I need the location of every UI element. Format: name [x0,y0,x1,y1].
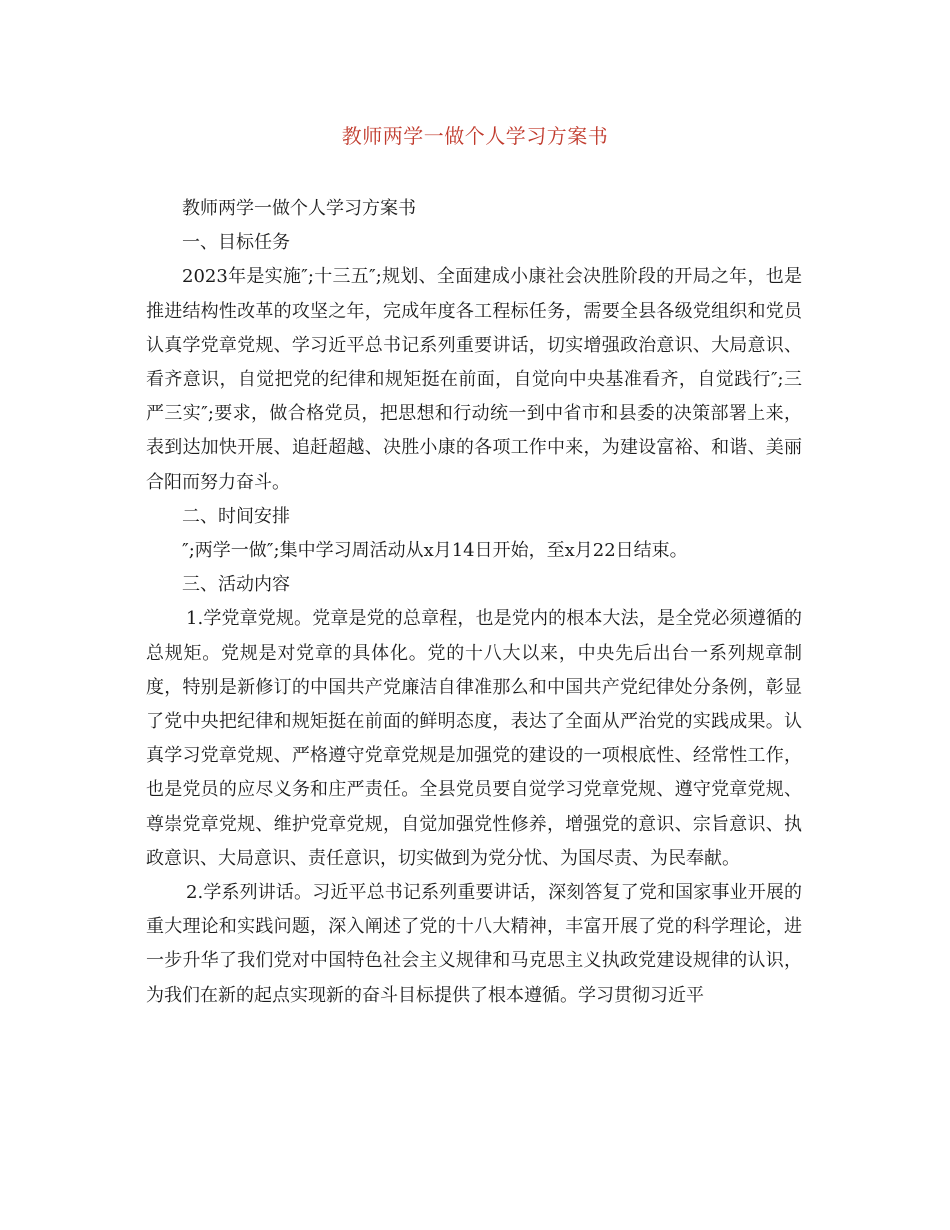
section-heading-activities: 三、活动内容 [182,574,290,596]
paragraph-activity-2: 2.学系列讲话。习近平总书记系列重要讲话，深刻答复了党和国家事业开展的重大理论和实践问题，深入阐述了党的十八大精神，丰富开展了党的科学理论，进一步升华了我们党对中国特色社会主义规律和马克思主义执政党建设规律的认识，为我们在新的起点实现新的奋斗目标提供了根本遵循。学习贯彻习近平 [146,882,802,1006]
paragraph-schedule: ″;两学一做″;集中学习周活动从x月14日开始，至x月22日结束。 [182,540,688,562]
document-body [146,192,802,1013]
paragraph-activity-1: 1.学党章党规。党章是党的总章程，也是党内的根本大法，是全党必须遵循的总规矩。党规是对党章的具体化。党的十八大以来，中央先后出台一系列规章制度，特别是新修订的中国共产党廉洁自律准那么和中国共产党纪律处分条例，彰显了党中央把纪律和规矩挺在前面的鲜明态度，表达了全面从严治党的实践成果。认真学习党章党规、严格遵守党章党规是加强党的建设的一项根底性、经常性工作，也是党员的应尽义务和庄严责任。全县党员要自觉学习党章党规、遵守党章党规、尊崇党章党规、维护党章党规，自觉加强党性修养，增强党的意识、宗旨意识、执政意识、大局意识、责任意识，切实做到为党分忧、为国尽责、为民奉献。 [146,608,802,869]
section-heading-schedule: 二、时间安排 [182,505,290,527]
paragraph-goals: 2023年是实施″;十三五″;规划、全面建成小康社会决胜阶段的开局之年，也是推进结构性改革的攻坚之年，完成年度各工程标任务，需要全县各级党组织和党员认真学党章党规、学习近平总书记系列重要讲话，切实增强政治意识、大局意识、看齐意识，自觉把党的纪律和规矩挺在前面，自觉向中央基准看齐，自觉践行″;三严三实″;要求，做合格党员，把思想和行动统一到中省市和县委的决策部署上来，表到达加快开展、追赶超越、决胜小康的各项工作中来，为建设富裕、和谐、美丽合阳而努力奋斗。 [146,266,802,493]
document-title: 教师两学一做个人学习方案书 [341,124,609,148]
section-heading-goals: 一、目标任务 [182,232,290,254]
body-heading: 教师两学一做个人学习方案书 [182,198,416,219]
